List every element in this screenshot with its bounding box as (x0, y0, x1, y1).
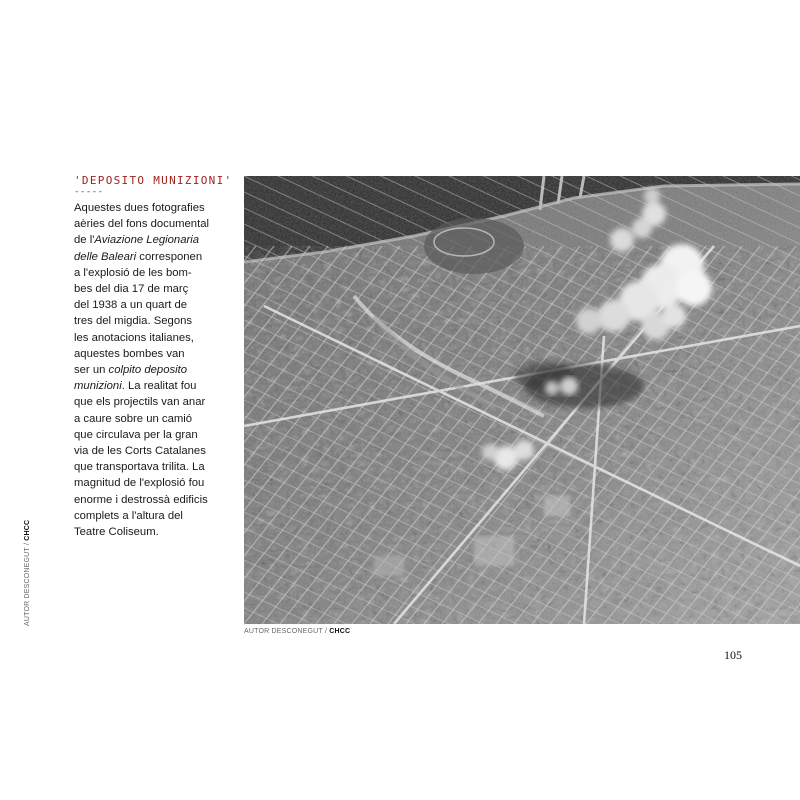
page-number: 105 (724, 648, 742, 662)
text-segment: enorme i destrossà edificis (74, 493, 208, 506)
body-line (74, 492, 234, 508)
text-segment: . La realitat fou (121, 380, 197, 393)
body-line (74, 362, 234, 378)
body-paragraph (74, 200, 234, 540)
credit-author: AUTOR DESCONEGUT (24, 547, 31, 626)
text-segment: Aquestes dues fotografies (74, 202, 205, 214)
body-line (74, 394, 234, 410)
text-segment: aèries del fons documental (74, 218, 210, 231)
body-line (74, 232, 234, 248)
heading-underline: ----- (74, 187, 104, 197)
body-line (74, 216, 234, 232)
credit-archive: CHCC (24, 519, 31, 541)
credit-separator: / (24, 542, 31, 546)
italic-text: Aviazione Legionaria (94, 234, 200, 247)
text-segment: a l'explosió de les bom- (74, 266, 192, 279)
text-segment: magnitud de l'explosió fou (74, 477, 205, 490)
body-line (74, 508, 234, 524)
text-segment: via de les Corts Catalanes (74, 445, 206, 458)
section-heading: 'DEPOSITO MUNIZIONI' (74, 174, 233, 187)
text-segment: de l' (74, 234, 95, 247)
caption-author: AUTOR DESCONEGUT (244, 628, 323, 635)
body-line (74, 346, 234, 362)
body-line (74, 443, 234, 459)
text-segment: que circulava per la gran (74, 428, 198, 441)
vertical-photo-credit (24, 520, 31, 626)
text-segment: tres del migdia. Segons (74, 315, 193, 328)
text-segment: a caure sobre un camió (74, 412, 193, 425)
text-segment: del 1938 a un quart de (74, 299, 188, 312)
italic-text: colpito deposito (108, 364, 188, 377)
body-line (74, 411, 234, 427)
text-segment: que transportava trilita. La (74, 461, 205, 474)
body-line (74, 281, 234, 297)
italic-text: munizioni (74, 380, 122, 393)
text-segment: complets a l'altura del (74, 509, 183, 522)
aerial-photograph (244, 176, 800, 624)
body-line (74, 459, 234, 475)
body-line (74, 378, 234, 394)
text-segment: que els projectils van anar (74, 396, 206, 409)
caption-archive: CHCC (329, 628, 351, 635)
body-line (74, 297, 234, 313)
text-segment: Teatre Coliseum. (74, 526, 159, 539)
text-segment: aquestes bombes van (74, 347, 185, 360)
text-segment: ser un (74, 364, 109, 377)
body-line (74, 330, 234, 346)
text-segment: corresponen (136, 250, 203, 263)
body-line (74, 200, 234, 216)
body-line (74, 265, 234, 281)
caption-separator: / (324, 628, 328, 635)
italic-text: delle Baleari (74, 250, 137, 263)
body-line (74, 524, 234, 540)
body-line (74, 313, 234, 329)
body-line (74, 427, 234, 443)
text-segment: bes del dia 17 de març (74, 283, 189, 296)
photo-caption (244, 628, 350, 635)
text-segment: les anotacions italianes, (74, 331, 194, 344)
body-line (74, 249, 234, 265)
body-line (74, 475, 234, 491)
